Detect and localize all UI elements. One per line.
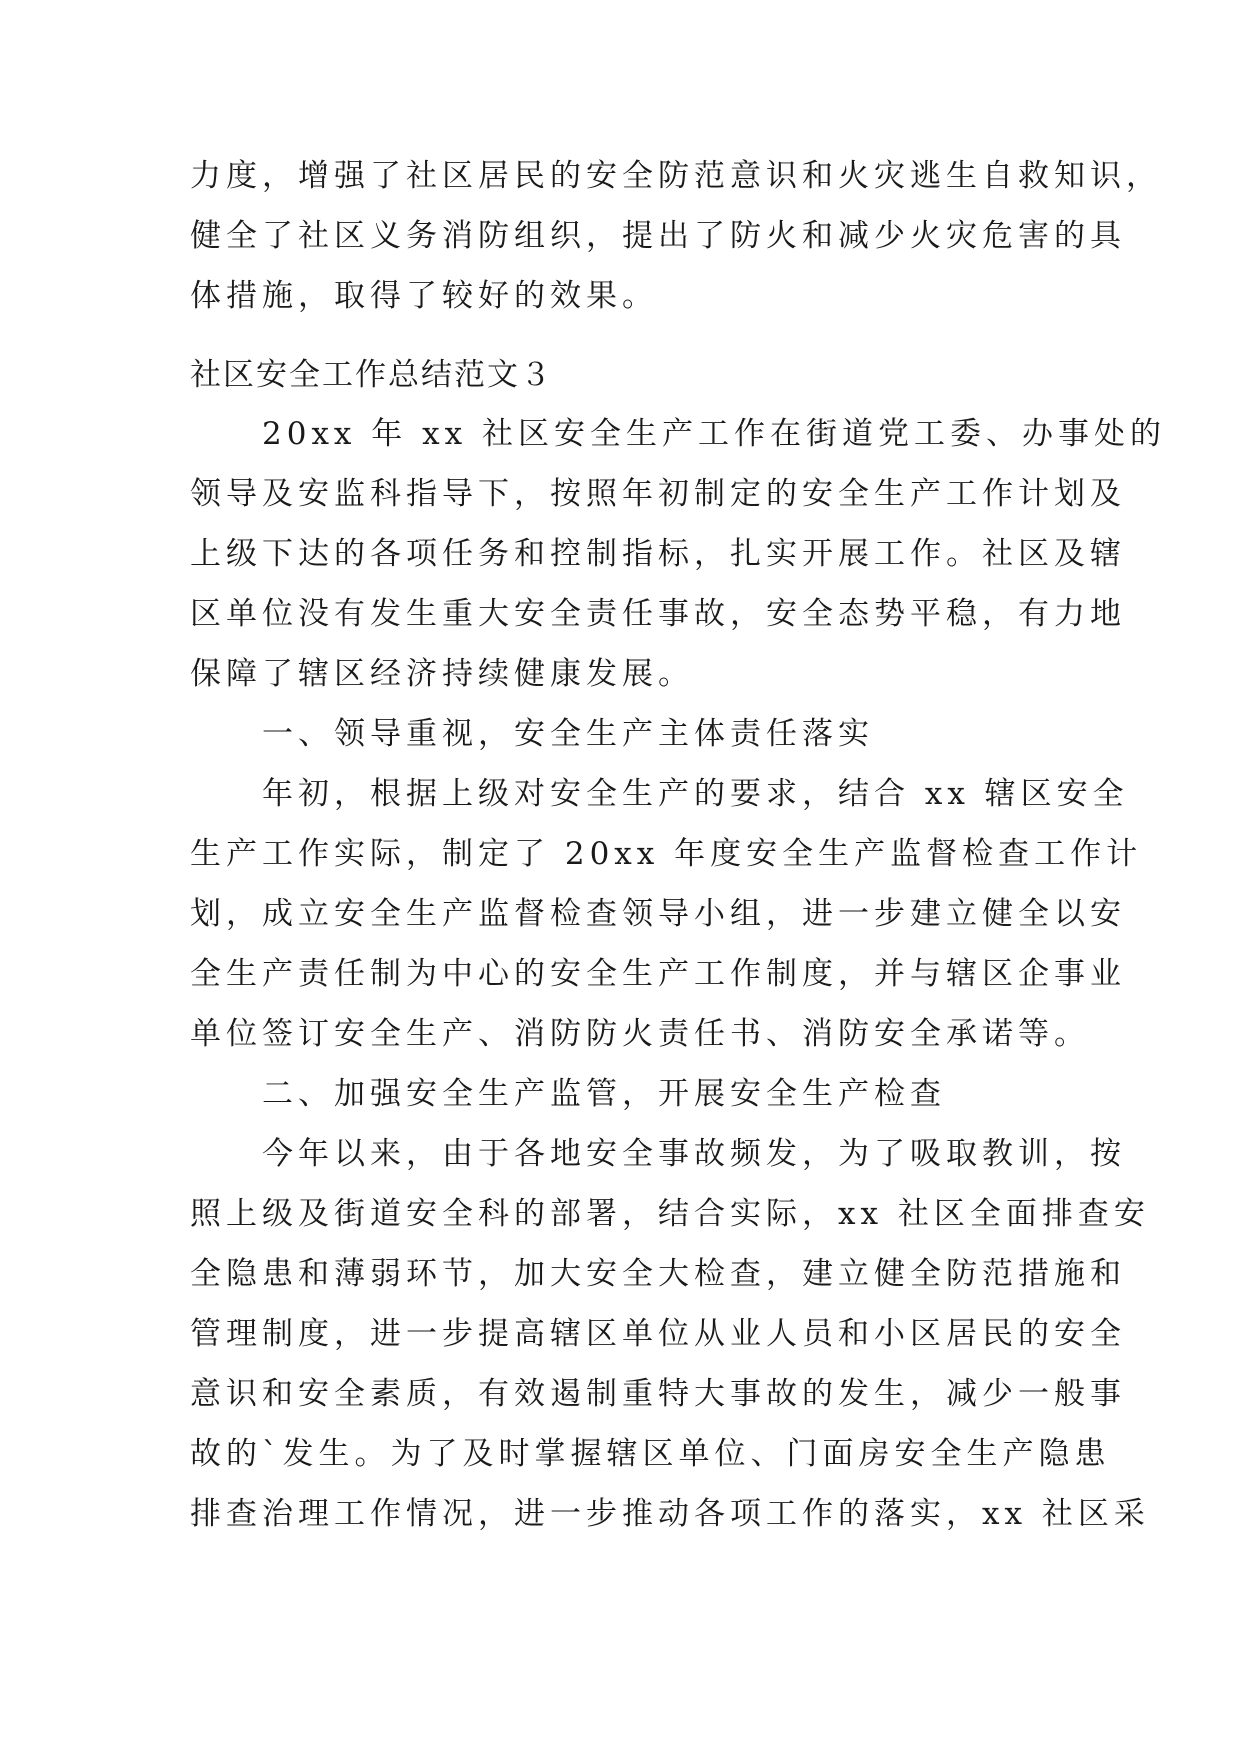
text-line: 20xx 年 xx 社区安全生产工作在街道党工委、办事处的 xyxy=(190,416,1166,452)
text-line: 管理制度，进一步提高辖区单位从业人员和小区居民的安全 xyxy=(190,1316,1126,1352)
text-line: 划，成立安全生产监督检查领导小组，进一步建立健全以安 xyxy=(190,896,1126,932)
text-line: 生产工作实际，制定了 20xx 年度安全生产监督检查工作计 xyxy=(190,836,1143,872)
text-line: 故的`发生。为了及时掌握辖区单位、门面房安全生产隐患 xyxy=(190,1436,1111,1472)
text-line: 意识和安全素质，有效遏制重特大事故的发生，减少一般事 xyxy=(190,1376,1126,1412)
body-text xyxy=(190,404,1166,1544)
text-line: 全生产责任制为中心的安全生产工作制度，并与辖区企事业 xyxy=(190,956,1126,992)
text-line: 保障了辖区经济持续健康发展。 xyxy=(190,656,694,692)
text-line: 力度，增强了社区居民的安全防范意识和火灾逃生自救知识， xyxy=(190,158,1162,194)
text-line: 区单位没有发生重大安全责任事故，安全态势平稳，有力地 xyxy=(190,596,1126,632)
text-line: 领导及安监科指导下，按照年初制定的安全生产工作计划及 xyxy=(190,476,1126,512)
text-line: 体措施，取得了较好的效果。 xyxy=(190,278,658,314)
subheading-line: 一、领导重视，安全生产主体责任落实 xyxy=(190,716,874,752)
text-line: 今年以来，由于各地安全事故频发，为了吸取教训，按 xyxy=(190,1136,1126,1172)
continuation-paragraph xyxy=(190,146,1162,326)
text-line: 单位签订安全生产、消防防火责任书、消防安全承诺等。 xyxy=(190,1016,1090,1052)
text-line: 年初，根据上级对安全生产的要求，结合 xx 辖区安全 xyxy=(190,776,1129,812)
text-line: 照上级及街道安全科的部署，结合实际，xx 社区全面排查安 xyxy=(190,1196,1150,1232)
text-line: 健全了社区义务消防组织，提出了防火和减少火灾危害的具 xyxy=(190,218,1126,254)
text-line: 上级下达的各项任务和控制指标，扎实开展工作。社区及辖 xyxy=(190,536,1126,572)
subheading-line: 二、加强安全生产监管，开展安全生产检查 xyxy=(190,1076,946,1112)
section-title: 社区安全工作总结范文３ xyxy=(190,357,553,393)
text-line: 排查治理工作情况，进一步推动各项工作的落实，xx 社区采 xyxy=(190,1496,1150,1532)
text-line: 全隐患和薄弱环节，加大安全大检查，建立健全防范措施和 xyxy=(190,1256,1126,1292)
